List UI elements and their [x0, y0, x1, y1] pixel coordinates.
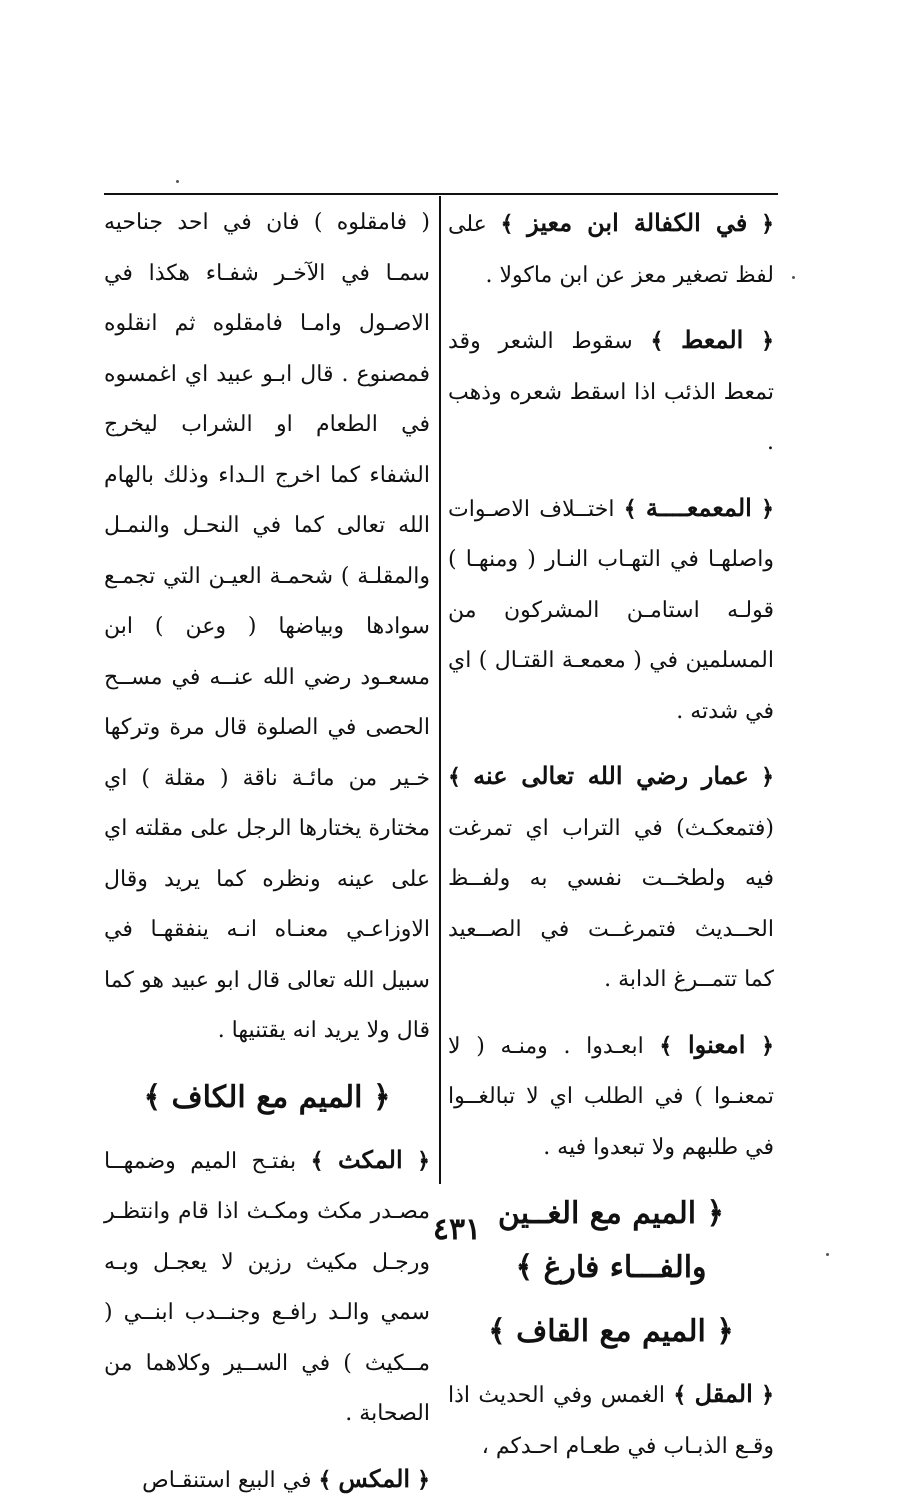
entry-head: المعط [681, 325, 743, 354]
entry-text: ابعـدوا . ومنـه ( لا تمعنـوا ) في الطلب اي لا تبالغــوا في طلبهم ولا تبعدوا فيه . [448, 1034, 774, 1160]
entry [104, 1454, 430, 1506]
scan-speck [176, 180, 179, 183]
bracket-close: ﴾ [501, 211, 514, 237]
entry-head: المعمعــــة [646, 493, 752, 522]
bracket-close: ﴾ [515, 1250, 533, 1285]
entry-head: في الكفالة ابن معيز [527, 208, 747, 237]
bracket-close: ﴾ [624, 496, 637, 522]
right-column [448, 198, 774, 1472]
section-heading [104, 1071, 430, 1125]
header-rule [104, 193, 778, 195]
entry-text: (فتمعكـث) في التراب اي تمرغت فيه ولطخــت نفسي به ولفــظ الحــديث فتمرغــت في الصــعيد كما تتمــرغ الدابة . [448, 816, 774, 993]
bracket-close: ﴾ [448, 764, 461, 790]
scan-speck [792, 276, 795, 279]
bracket-close: ﴾ [143, 1080, 161, 1115]
entry-text: على لفظ تصغير معز عن ابن ماكولا . [448, 212, 774, 288]
entry-text: سقوط الشعر وقد تمعط الذئب اذا اسقط شعره وذهب . [448, 329, 774, 455]
bracket-open: ﴿ [716, 1314, 734, 1349]
entry-head: امعنوا [688, 1030, 745, 1059]
section-heading [448, 1305, 774, 1359]
entry-text: الغمس وفي الحديث اذا وقـع الذبـاب في طعـام احـدكم ، [448, 1383, 774, 1459]
entry [448, 198, 774, 301]
entry-head: المقل [695, 1379, 753, 1408]
entry [448, 1020, 774, 1174]
scan-speck [826, 1253, 829, 1256]
section-title: الميم مع الغــين والفـــاء فارغ [498, 1196, 707, 1285]
bracket-open: ﴿ [761, 764, 774, 790]
bracket-close: ﴾ [319, 1467, 332, 1493]
entry-text: اختــلاف الاصـوات واصلهـا في التهـاب النـار ( ومنهـا ) قولـه استامـن المشركون من المسلمين في ( معمعـة القتـال ) اي في شدته . [448, 497, 774, 724]
section-title: الميم مع الكاف [171, 1080, 362, 1115]
entry-head: عمار رضي الله تعالى عنه [473, 761, 749, 790]
bracket-open: ﴿ [761, 1382, 774, 1408]
bracket-open: ﴿ [373, 1080, 391, 1115]
bracket-close: ﴾ [673, 1382, 686, 1408]
bracket-open: ﴿ [707, 1196, 725, 1231]
section-title: الميم مع القاف [516, 1314, 706, 1349]
entry-text: في البيع استنقـاص [142, 1468, 311, 1493]
bracket-open: ﴿ [761, 328, 774, 354]
bracket-close: ﴾ [311, 1148, 324, 1174]
column-divider [439, 196, 441, 1184]
bracket-close: ﴾ [659, 1033, 672, 1059]
page-number: ٤٣١ [407, 1212, 507, 1247]
entry-head: المكث [338, 1145, 403, 1174]
bracket-open: ﴿ [761, 1033, 774, 1059]
entry [448, 315, 774, 469]
left-column [104, 198, 430, 1506]
bracket-open: ﴿ [417, 1148, 430, 1174]
bracket-open: ﴿ [761, 211, 774, 237]
continued-text: ( فامقلوه ) فان في احد جناحيه سمـا في الآخـر شفـاء هكذا في الاصـول وامـا فامقلوه ثم انقلوه فمصنوع . قال ابـو عبيد اي اغمسوه في الطعام او الشراب ليخرج الشفاء كما اخرج الـداء وذلك بالهام الله تعالى كما في النحـل والنمـل والمقلـة ) شحمـة العيـن التي تجمـع سوادها وبياضها ( وعن ) ابن مسعـود رضي الله عنــه في مســح الحصى في الصلوة قال مرة وتركها خـير من مائـة ناقة ( مقلة ) اي مختارة يختارها الرجل على مقلته اي على عينه ونظره كما يريد وقال الاوزاعـي معنـاه انـه ينفقهـا في سبيل الله تعالى قال ابو عبيد هو كما قال ولا يريد انه يقتنيها . [104, 198, 430, 1057]
entry-text: بفتـح الميم وضمهــا مصـدر مكث ومكـث اذا قام وانتظـر ورجـل مكيث رزين لا يعجـل وبـه سمي والـد رافـع وجنــدب ابنــي ( مــكيث ) في الســير وكلاهما من الصحابة . [104, 1149, 430, 1427]
entry [448, 483, 774, 738]
entry-head: المكس [338, 1464, 410, 1493]
entry [448, 751, 774, 1006]
entry [448, 1369, 774, 1472]
bracket-close: ﴾ [488, 1314, 506, 1349]
bracket-open: ﴿ [417, 1467, 430, 1493]
entry [104, 1135, 430, 1440]
bracket-open: ﴿ [761, 496, 774, 522]
bracket-close: ﴾ [650, 328, 663, 354]
